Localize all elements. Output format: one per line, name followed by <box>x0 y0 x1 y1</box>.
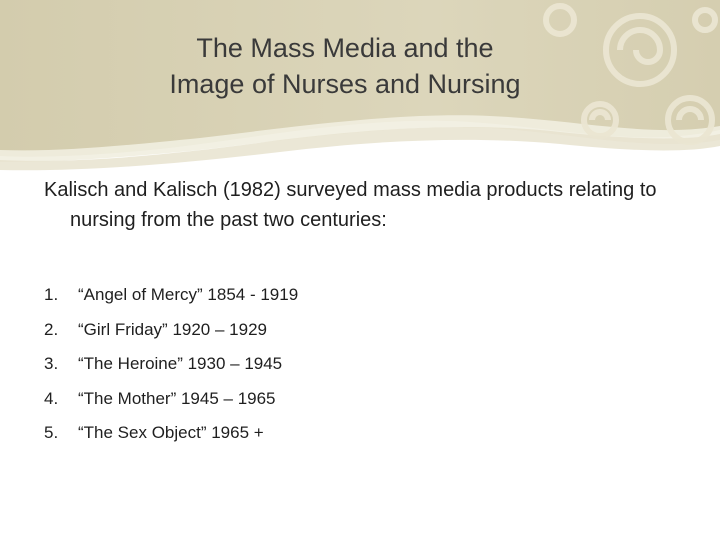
intro-paragraph: Kalisch and Kalisch (1982) surveyed mass media products relating to nursing from the past two centuries: <box>44 179 657 231</box>
list-item <box>44 313 298 348</box>
slide-title <box>40 30 650 102</box>
list-item-text: “The Sex Object” 1965 + <box>78 423 264 442</box>
list-item-text: “Angel of Mercy” 1854 - 1919 <box>78 285 299 304</box>
list-item-number: 4. <box>44 388 59 408</box>
list-item-text: “The Mother” 1945 – 1965 <box>78 388 276 408</box>
list-item <box>44 416 298 451</box>
list-item <box>44 278 298 313</box>
list-item-number: 2. <box>44 319 59 339</box>
slide-title-line-1: The Mass Media and the <box>196 33 494 63</box>
list-item-number: 3. <box>44 354 59 373</box>
list-item-number: 1. <box>44 285 59 304</box>
slide-title-line-2: Image of Nurses and Nursing <box>169 69 521 99</box>
era-list <box>44 278 298 451</box>
list-item-number: 5. <box>44 423 59 442</box>
list-item <box>44 382 298 417</box>
list-item-text: “The Heroine” 1930 – 1945 <box>78 354 283 373</box>
list-item <box>44 347 298 382</box>
list-item-text: “Girl Friday” 1920 – 1929 <box>78 319 267 339</box>
